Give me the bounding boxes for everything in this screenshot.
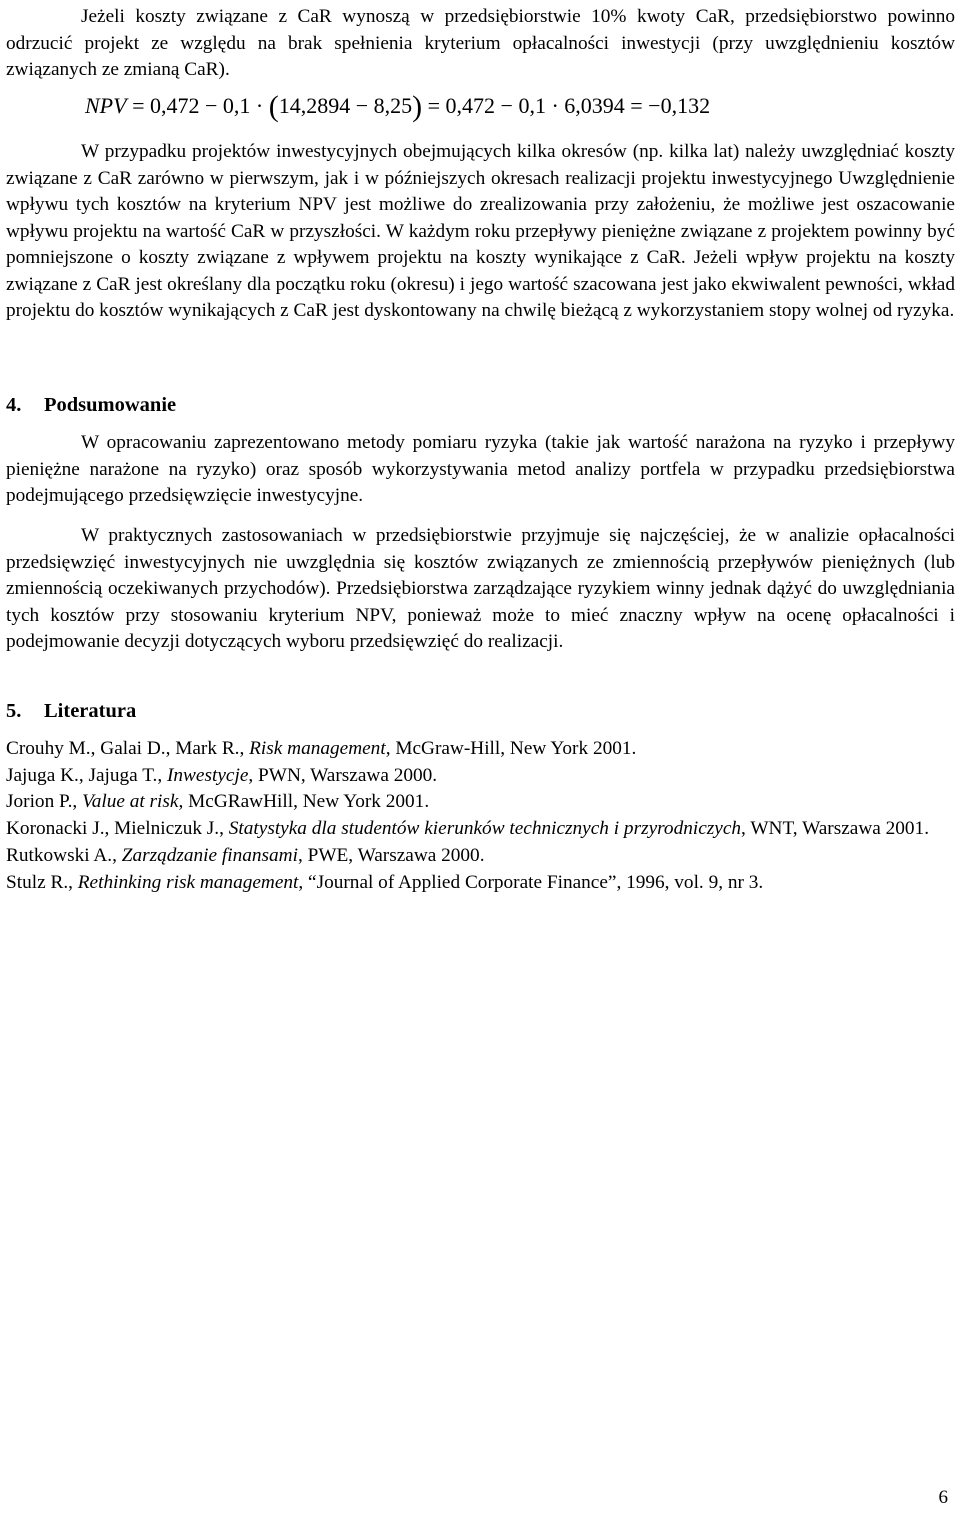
reference-title: Risk management	[249, 738, 386, 759]
equation-lhs: NPV	[85, 93, 127, 118]
references-list	[6, 736, 955, 896]
equation-result: = 0,472 − 0,1 · 6,0394 = −0,132	[427, 93, 711, 118]
reference-details: , “Journal of Applied Corporate Finance”, 1996, vol. 9, nr 3.	[298, 871, 764, 893]
summary-paragraph-2: W praktycznych zastosowaniach w przedsiębiorstwie przyjmuje się najczęściej, że w analizie opłacalności przedsięwzięć inwestycyjnych nie uwzględnia się kosztów związanych ze zmiennością przepływów pieniężnych (lub zmiennością oczekiwanych przychodów). Przedsiębiorstwa zarządzające ryzykiem winny jednak dążyć do uwzględniania tych kosztów przy stosowaniu kryterium NPV, ponieważ może to mieć znaczny wpływ na ocenę opłacalności i podejmowanie decyzji dotyczących wyboru przedsięwzięć do realizacji.	[6, 525, 955, 652]
equation-inner: 14,2894 − 8,25	[278, 93, 413, 118]
reference-title: Statystyka dla studentów kierunków technicznych i przyrodniczych	[228, 818, 742, 840]
reference-authors: Jajuga K., Jajuga T.,	[6, 764, 167, 786]
reference-item	[6, 843, 955, 870]
reference-item	[6, 736, 955, 763]
section-number: 4.	[6, 394, 22, 416]
equation-open-paren: (	[268, 90, 279, 123]
reference-item	[6, 763, 955, 790]
reference-details: , WNT, Warszawa 2001.	[741, 818, 930, 840]
reference-authors: Rutkowski A.,	[6, 844, 122, 866]
reference-authors: Crouhy M., Galai D., Mark R.,	[6, 738, 250, 759]
section-heading-literature	[6, 697, 136, 725]
reference-title: Zarządzanie finansami	[121, 844, 298, 866]
npv-equation	[85, 91, 710, 121]
reference-item	[6, 816, 955, 843]
reference-item	[6, 870, 955, 897]
paragraph-multi-period: W przypadku projektów inwestycyjnych obejmujących kilka okresów (np. kilka lat) należy uwzględniać koszty związane z CaR zarówno w pierwszym, jak i w późniejszych okresach realizacji projektu inwestycyjnego Uwzględnienie wpływu tych kosztów na kryterium NPV jest możliwe do zrealizowania przy założeniu, że możliwe jest oszacowanie wpływu projektu na wartość CaR w przyszłości. W każdym roku przepływy pieniężne związane z projektem powinny być pomniejszone o koszty związane z wpływem projektu na koszty wynikające z CaR. Jeżeli wpływ projektu na koszty związane z CaR jest określany dla początku roku (okresu) i jego wartość szacowana jest jako ekwiwalent pewności, wkład projektu do kosztów wynikających z CaR jest dyskontowany na chwilę bieżącą z wykorzystaniem stopy wolnej od ryzyka.	[6, 141, 955, 321]
page-number: 6	[938, 1487, 948, 1508]
reference-title: Inwestycje	[167, 764, 249, 786]
reference-details: , McGRawHill, New York 2001.	[178, 791, 430, 813]
reference-details: , PWE, Warszawa 2000.	[297, 844, 485, 866]
reference-title: Value at risk	[82, 791, 179, 813]
reference-details: , PWN, Warszawa 2000.	[248, 764, 438, 786]
summary-paragraph-1: W opracowaniu zaprezentowano metody pomiaru ryzyka (takie jak wartość narażona na ryzyko i przepływy pieniężne narażone na ryzyko) oraz sposób wykorzystywania metod analizy portfela w przypadku przedsiębiorstwa podejmującego przedsięwzięcie inwestycyjne.	[6, 432, 955, 506]
reference-details: , McGraw-Hill, New York 2001.	[385, 738, 637, 759]
section-title: Literatura	[44, 700, 137, 722]
reference-item	[6, 789, 955, 816]
reference-authors: Koronacki J., Mielniczuk J.,	[6, 818, 229, 840]
paragraph-intro: Jeżeli koszty związane z CaR wynoszą w przedsiębiorstwie 10% kwoty CaR, przedsiębiorstwo powinno odrzucić projekt ze względu na brak spełnienia kryterium opłacalności inwestycji (przy uwzględnieniu kosztów związanych ze zmianą CaR).	[6, 6, 955, 80]
equation-close-paren: )	[412, 90, 423, 123]
equation-part-1: = 0,472 − 0,1 ·	[132, 93, 264, 118]
reference-title: Rethinking risk management	[77, 871, 299, 893]
reference-authors: Stulz R.,	[6, 871, 78, 893]
section-number: 5.	[6, 700, 22, 722]
reference-authors: Jorion P.,	[6, 791, 83, 813]
section-heading-summary	[6, 391, 176, 419]
section-title: Podsumowanie	[44, 394, 177, 416]
